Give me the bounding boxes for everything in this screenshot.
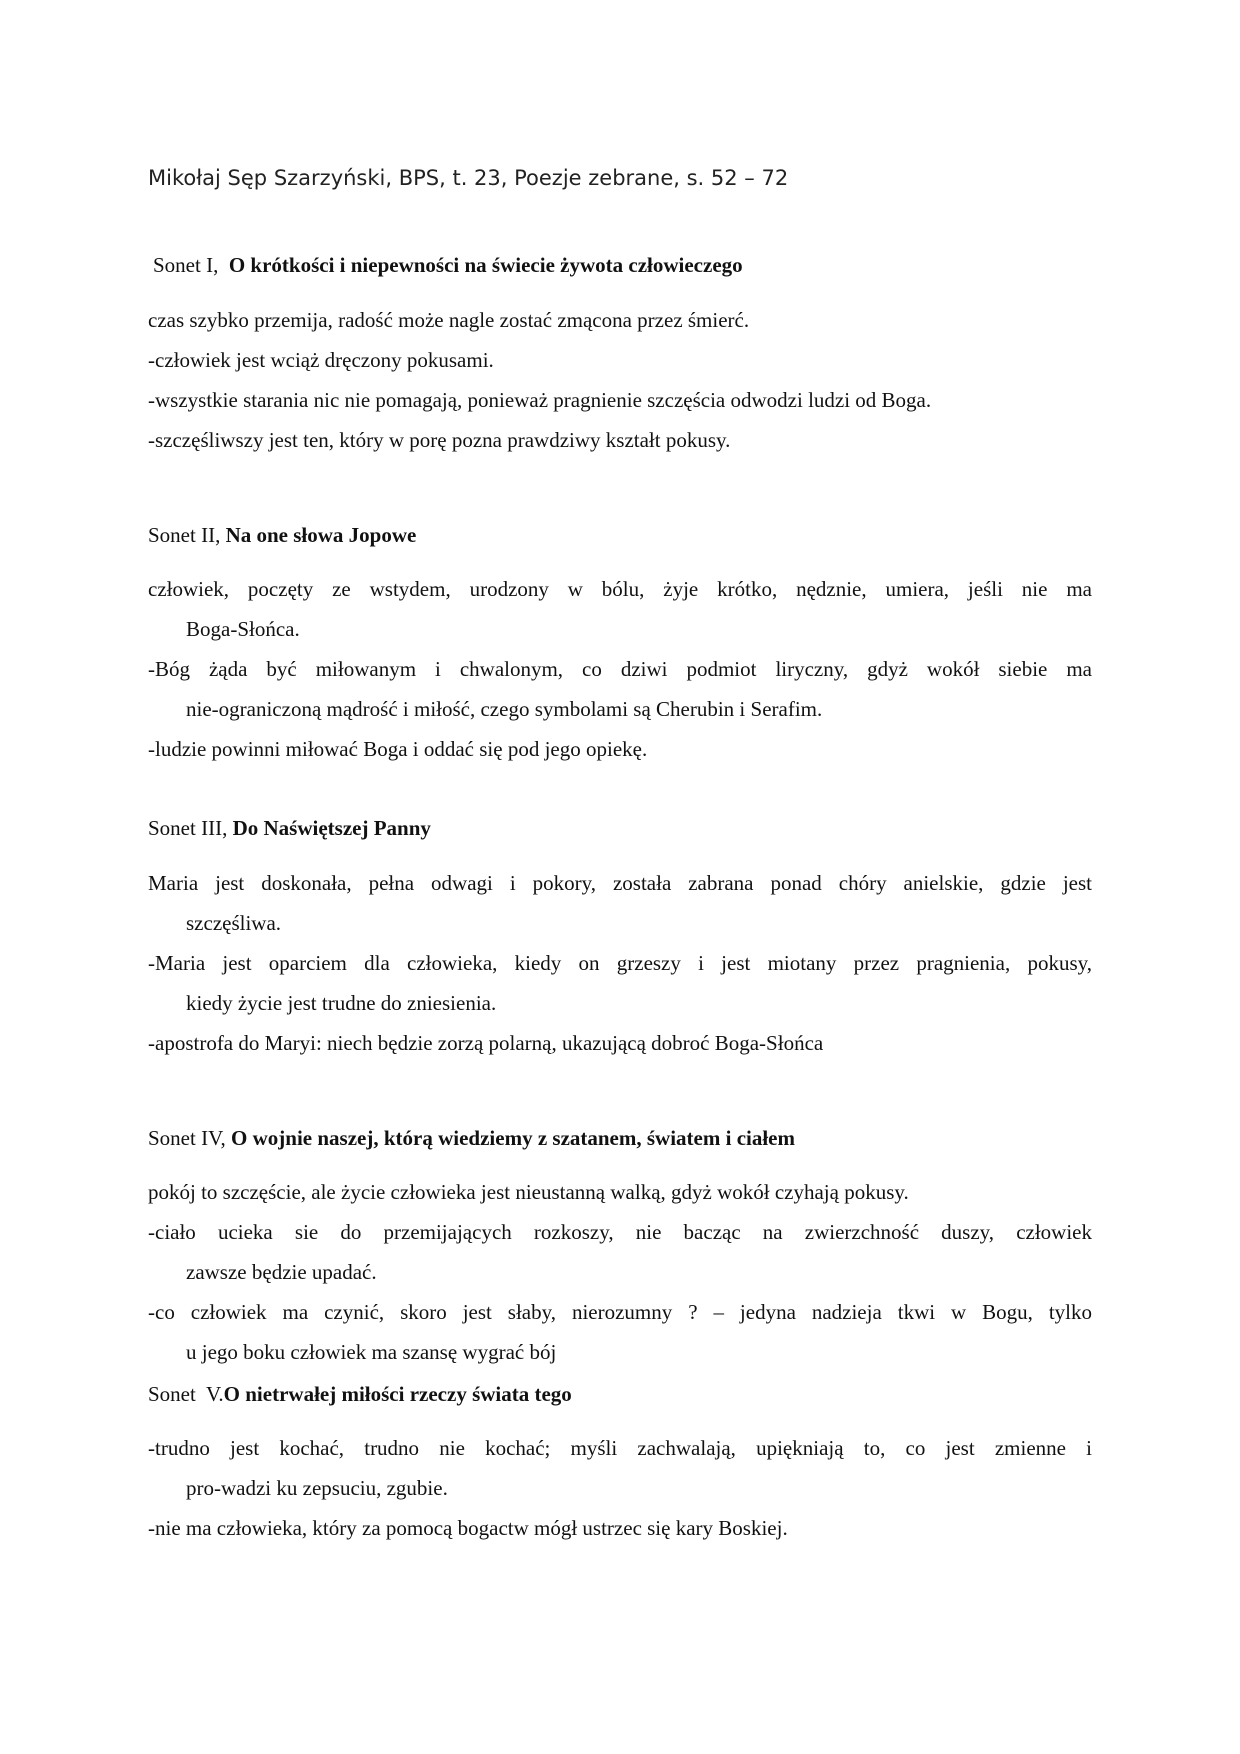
sonnet-4-number: Sonet IV, (148, 1126, 226, 1150)
sonnet-1-line-4: -szczęśliwszy jest ten, który w porę pozna prawdziwy kształt pokusy. (148, 428, 731, 452)
sonnet-1-line-3: -wszystkie starania nic nie pomagają, ponieważ pragnienie szczęścia odwodzi ludzi od Boga. (148, 388, 932, 412)
sonnet-4-heading (148, 1126, 795, 1151)
sonnet-4-line-2-cont: zawsze będzie upadać. (186, 1260, 377, 1284)
sonnet-1-line-1: czas szybko przemija, radość może nagle zostać zmącona przez śmierć. (148, 308, 750, 332)
sonnet-5-line-1: -trudno jest kochać, trudno nie kochać; myśli zachwalają, upiękniają to, co jest zmienne i (148, 1436, 1092, 1460)
sonnet-5-line-2: -nie ma człowieka, który za pomocą bogactw mógł ustrzec się kary Boskiej. (148, 1516, 788, 1540)
sonnet-3-title: Do Naświętszej Panny (232, 816, 431, 840)
sonnet-3-line-2-cont: kiedy życie jest trudne do zniesienia. (186, 991, 497, 1015)
sonnet-4-line-1: pokój to szczęście, ale życie człowieka jest nieustanną walką, gdyż wokół czyhają pokusy. (148, 1180, 909, 1204)
sonnet-5-heading (148, 1382, 572, 1407)
sonnet-5-line-1-cont: pro-wadzi ku zepsuciu, zgubie. (186, 1476, 448, 1500)
sonnet-4-line-3: -co człowiek ma czynić, skoro jest słaby, nierozumny ? – jedyna nadzieja tkwi w Bogu, tylko (148, 1300, 1092, 1324)
sonnet-2-line-1-cont: Boga-Słońca. (186, 617, 300, 641)
sonnet-2-line-1: człowiek, poczęty ze wstydem, urodzony w bólu, żyje krótko, nędznie, umiera, jeśli nie ma (148, 577, 1092, 601)
sonnet-4-title: O wojnie naszej, którą wiedziemy z szatanem, światem i ciałem (231, 1126, 795, 1150)
sonnet-5-number: Sonet V. (148, 1382, 224, 1406)
sonnet-2-line-3: -ludzie powinni miłować Boga i oddać się pod jego opiekę. (148, 737, 648, 761)
sonnet-3-number: Sonet III, (148, 816, 228, 840)
sonnet-2-title: Na one słowa Jopowe (225, 523, 417, 547)
sonnet-4-line-3-cont: u jego boku człowiek ma szansę wygrać bój (186, 1340, 557, 1364)
sonnet-3-line-2: -Maria jest oparciem dla człowieka, kiedy on grzeszy i jest miotany przez pragnienia, pokusy, (148, 951, 1092, 975)
sonnet-2-heading (148, 523, 416, 548)
sonnet-2-number: Sonet II, (148, 523, 221, 547)
source-citation: Mikołaj Sęp Szarzyński, BPS, t. 23, Poezje zebrane, s. 52 – 72 (148, 166, 789, 190)
sonnet-5-title: O nietrwałej miłości rzeczy świata tego (223, 1382, 572, 1406)
sonnet-4-line-2: -ciało ucieka sie do przemijających rozkoszy, nie bacząc na zwierzchność duszy, człowiek (148, 1220, 1092, 1244)
sonnet-1-heading (153, 253, 743, 278)
sonnet-3-line-1: Maria jest doskonała, pełna odwagi i pokory, została zabrana ponad chóry anielskie, gdzie jest (148, 871, 1092, 895)
sonnet-2-line-2: -Bóg żąda być miłowanym i chwalonym, co dziwi podmiot liryczny, gdyż wokół siebie ma (148, 657, 1092, 681)
sonnet-3-heading (148, 816, 431, 841)
sonnet-3-line-3: -apostrofa do Maryi: niech będzie zorzą polarną, ukazującą dobroć Boga-Słońca (148, 1031, 824, 1055)
sonnet-3-line-1-cont: szczęśliwa. (186, 911, 282, 935)
sonnet-1-number: Sonet I, (153, 253, 219, 277)
sonnet-1-title: O krótkości i niepewności na świecie żywota człowieczego (228, 253, 743, 277)
sonnet-2-line-2-cont: nie-ograniczoną mądrość i miłość, czego symbolami są Cherubin i Serafim. (186, 697, 823, 721)
sonnet-1-line-2: -człowiek jest wciąż dręczony pokusami. (148, 348, 494, 372)
